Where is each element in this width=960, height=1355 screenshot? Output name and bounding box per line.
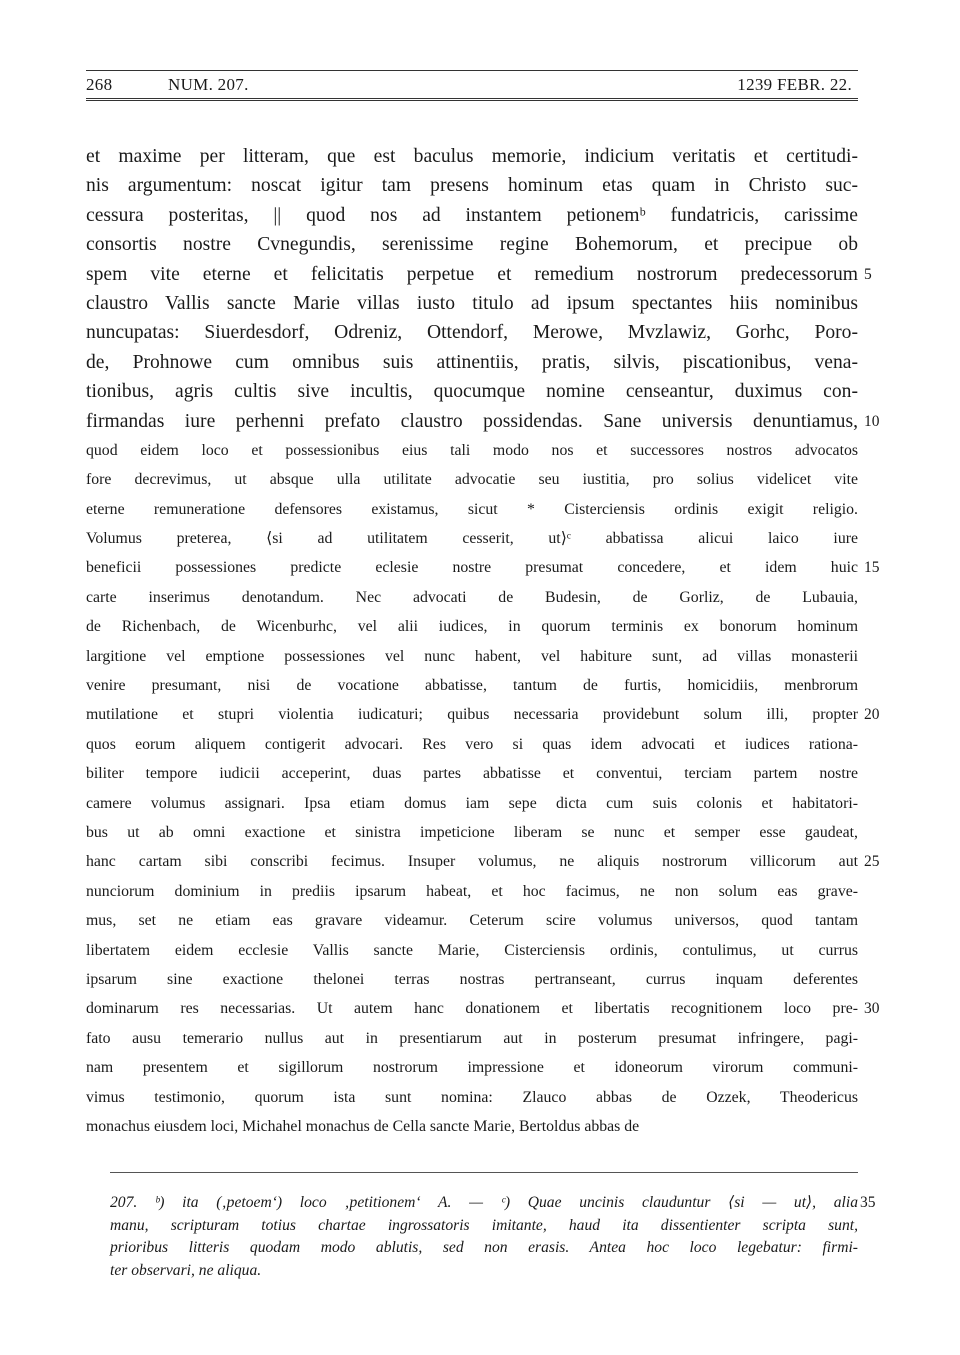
footnote-line [110, 1260, 858, 1283]
line-text: ter observari, ne aliqua. [110, 1261, 262, 1279]
line-text: cessura posteritas, || quod nos ad instantem petionemᵇ fundatricis, carissime [86, 204, 858, 226]
text-line [86, 142, 858, 171]
footnote-line [110, 1215, 858, 1238]
line-text: de, Prohnowe cum omnibus suis attinentiis, pratis, silvis, piscationibus, vena- [86, 351, 858, 373]
text-line [86, 877, 858, 906]
text-line [86, 1024, 858, 1053]
text-line [86, 260, 872, 289]
charter-text [86, 142, 880, 1141]
line-text: vimus testimonio, quorum ista sunt nomina: Zlauco abbas de Ozzek, Theodericus [86, 1088, 858, 1106]
line-text: bus ut ab omni exactione et sinistra impeticione liberam se nunc et semper esse gaudeat, [86, 823, 858, 841]
text-line [86, 171, 858, 200]
line-text: largitione vel emptione possessiones vel nunc habent, vel habiture sunt, ad villas monasterii [86, 647, 858, 665]
line-number: 35 [860, 1194, 876, 1211]
line-number: 5 [864, 265, 872, 283]
header-top-rule [86, 70, 858, 71]
document-number: NUM. 207. [168, 75, 249, 94]
line-text: ipsarum sine exactione thelonei terras nostras pertranseant, currus inquam deferentes [86, 970, 858, 988]
text-line [86, 524, 858, 553]
line-text: fore decrevimus, ut absque ulla utilitate advocatie seu iustitia, pro solius videlicet vite [86, 471, 858, 489]
line-text: monachus eiusdem loci, Michahel monachus de Cella sancte Marie, Bertoldus abbas de [86, 1117, 640, 1135]
line-text: venire presumant, nisi de vocatione abbatisse, tantum de furtis, homicidiis, menbrorum [86, 677, 858, 695]
line-text: Volumus preterea, ⟨si ad utilitatem cesserit, ut⟩ᶜ abbatissa alicui laico iure [86, 530, 858, 548]
line-text: consortis nostre Cvnegundis, serenissime regine Bohemorum, et precipue ob [86, 234, 858, 256]
text-line [86, 465, 858, 494]
line-text: eterne remuneratione defensores existamus, sicut * Cisterciensis ordinis exigit religio. [86, 500, 858, 518]
line-number: 30 [864, 1000, 880, 1018]
line-text: camere volumus assignari. Ipsa etiam domus iam sepe dicta cum suis colonis et habitatori- [86, 794, 858, 812]
text-line [86, 407, 880, 436]
line-text: mutilatione et stupri violentia iudicaturi; quibus necessaria providebunt solum illi, propter [86, 706, 858, 724]
text-line [86, 583, 858, 612]
line-text: libertatem eidem ecclesie Vallis sancte Marie, Cisterciensis ordinis, contulimus, ut currus [86, 941, 858, 959]
text-line [86, 201, 858, 230]
text-line [86, 759, 858, 788]
line-text: nis argumentum: noscat igitur tam presens hominum etas quam in Christo suc- [86, 175, 858, 197]
line-text: beneficii possessiones predicte eclesie nostre presumat concedere, et idem huic [86, 559, 858, 577]
line-text: dominarum res necessarias. Ut autem hanc donationem et libertatis recognitionem loco pre- [86, 1000, 858, 1018]
line-text: tionibus, agris cultis sive incultis, quocumque nomine censeantur, duximus con- [86, 381, 858, 403]
text-line [86, 318, 858, 347]
text-line [86, 671, 858, 700]
footnote-separator [110, 1172, 858, 1173]
line-text: prioribus litteris quodam modo ablutis, sed non erasis. Antea hoc loco legebatur: firmi- [110, 1239, 858, 1256]
text-line [86, 847, 880, 876]
line-text: quod eidem loco et possessionibus eius tali modo nos et successores nostros advocatos [86, 441, 858, 459]
line-text: manu, scripturam totius chartae ingrossatoris imitante, haud ita dissentienter scripta sunt, [110, 1216, 858, 1234]
text-line [86, 553, 880, 582]
line-text: spem vite eterne et felicitatis perpetue et remedium nostrorum predecessorum [86, 263, 858, 285]
line-text: biliter tempore iudicii acceperint, duas partes abbatisse et conventui, terciam partem nostre [86, 765, 858, 783]
line-text: 207. ᵇ) ita (‚petoem‘) loco ‚petitionem‘ A. — ᶜ) Quae uncinis clauduntur ⟨si — ut⟩, alia [110, 1194, 858, 1211]
line-text: nam presentem et sigillorum nostrorum impressione et idoneorum virorum communi- [86, 1059, 858, 1077]
text-line [86, 348, 858, 377]
footnote-line [110, 1192, 876, 1215]
text-line [86, 377, 858, 406]
line-number: 25 [864, 853, 880, 871]
line-text: carte inserimus denotandum. Nec advocati de Budesin, de Gorliz, de Lubauia, [86, 588, 858, 606]
line-text: hanc cartam sibi conscribi fecimus. Insuper volumus, ne aliquis nostrorum villicorum aut [86, 853, 858, 871]
line-text: claustro Vallis sancte Marie villas iusto titulo ad ipsum spectantes hiis nominibus [86, 292, 858, 314]
text-line [86, 818, 858, 847]
line-number: 10 [864, 412, 880, 430]
text-line [86, 289, 858, 318]
text-line [86, 642, 858, 671]
text-line [86, 906, 858, 935]
text-line [86, 936, 858, 965]
text-line [86, 612, 858, 641]
text-line [86, 965, 858, 994]
text-line [86, 1083, 858, 1112]
document-date: 1239 FEBR. 22. [737, 75, 852, 94]
text-line [86, 1053, 858, 1082]
running-header [86, 70, 858, 100]
footnote-line [110, 1237, 858, 1260]
line-number: 20 [864, 706, 880, 724]
line-text: fato ausu temerario nullus aut in presentiarum aut in posterum presumat infringere, pagi- [86, 1029, 858, 1047]
line-text: de Richenbach, de Wicenburhc, vel alii iudices, in quorum terminis ex bonorum hominum [86, 618, 858, 636]
page-number: 268 [86, 75, 113, 94]
line-number: 15 [864, 559, 880, 577]
text-line [86, 994, 880, 1023]
line-text: et maxime per litteram, que est baculus memorie, indicium veritatis et certitudi- [86, 146, 858, 167]
text-line [86, 495, 858, 524]
text-line [86, 730, 858, 759]
line-text: mus, set ne etiam eas gravare videamur. Ceterum scire volumus universos, quod tantam [86, 912, 858, 930]
text-line [86, 789, 858, 818]
header-bottom-rule [86, 98, 858, 101]
line-text: quos eorum aliquem contigerit advocari. Res vero si quas idem advocati et iudices rationa- [86, 735, 858, 753]
text-line [86, 436, 858, 465]
text-line [86, 230, 858, 259]
footnotes [110, 1192, 876, 1282]
line-text: nunciorum dominium in prediis ipsarum habeat, et hoc facimus, ne non solum eas grave- [86, 882, 858, 900]
text-line [86, 700, 880, 729]
text-line [86, 1112, 858, 1141]
line-text: nuncupatas: Siuerdesdorf, Odreniz, Ottendorf, Merowe, Mvzlawiz, Gorhc, Poro- [86, 322, 858, 344]
line-text: firmandas iure perhenni prefato claustro possidendas. Sane universis denuntiamus, [86, 410, 858, 432]
